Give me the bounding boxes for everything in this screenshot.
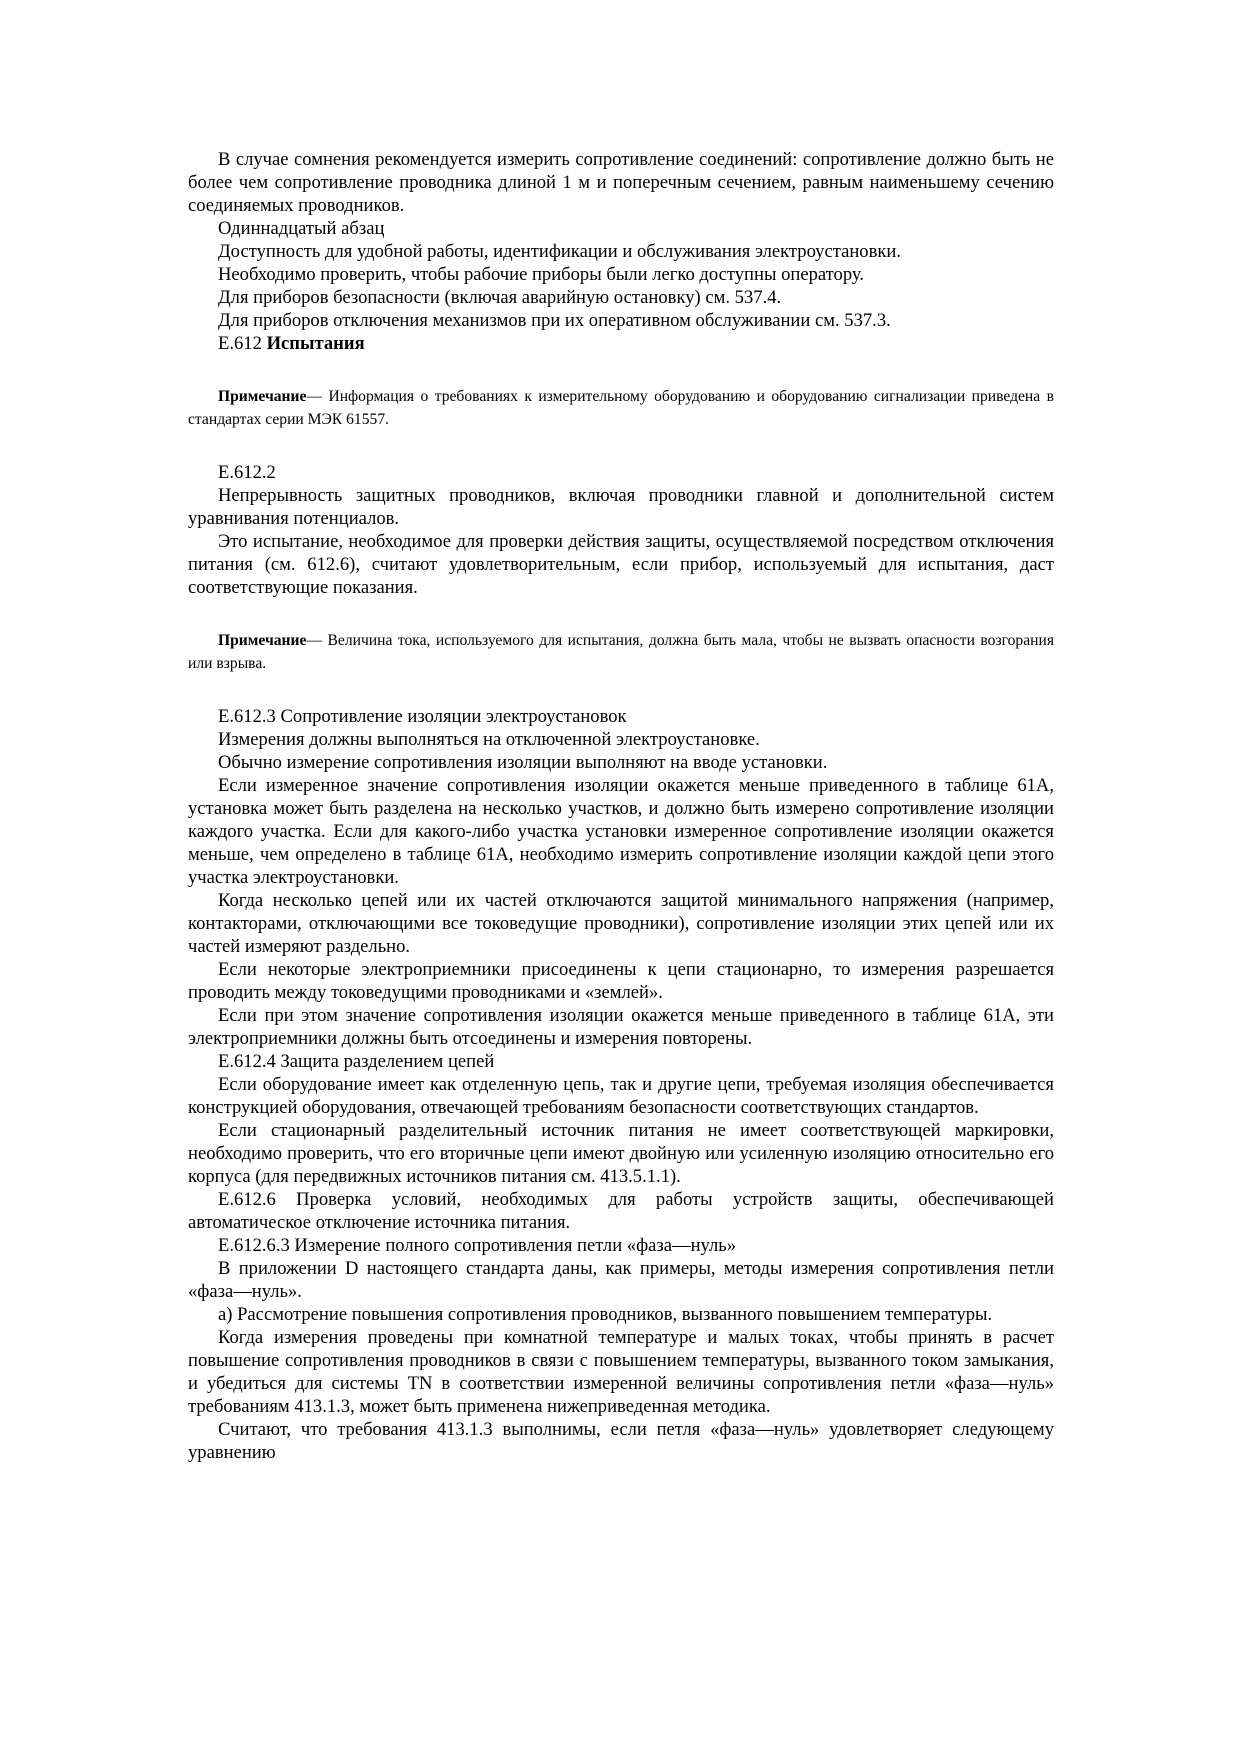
paragraph: Е.612.3 Сопротивление изоляции электроустановок — [218, 706, 627, 727]
document-page — [188, 148, 1054, 1464]
paragraph: а) Рассмотрение повышения сопротивления проводников, вызванного повышением температуры. — [218, 1304, 993, 1325]
paragraph: Если измеренное значение сопротивления изоляции окажется меньше приведенного в таблице 61А, установка может быть разделена на несколько участков, и должно быть измерено сопротивление изоляции каждого участка. Если для какого-либо участка установки измеренное сопротивление изоляции окажется меньше, чем определено в таблице 61А, необходимо измерить сопротивление изоляции каждой цепи этого участка электроустановки. — [188, 775, 1054, 888]
paragraph: Когда несколько цепей или их частей отключаются защитой минимального напряжения (например, контакторами, отключающими все токоведущие проводники), сопротивление изоляции этих цепей или их частей измеряют раздельно. — [188, 890, 1054, 957]
section-heading — [188, 332, 1054, 355]
paragraph: Если стационарный разделительный источник питания не имеет соответствующей маркировки, необходимо проверить, что его вторичные цепи имеют двойную или усиленную изоляцию относительно его корпуса (для передвижных источников питания см. 413.5.1.1). — [188, 1120, 1054, 1187]
paragraph: Е.612.2 — [218, 462, 276, 483]
paragraph: Если некоторые электроприемники присоединены к цепи стационарно, то измерения разрешается проводить между токоведущими проводниками и «землей». — [188, 959, 1054, 1003]
section-number: Е.612 — [218, 333, 262, 354]
note — [188, 629, 1054, 675]
paragraph: Когда измерения проведены при комнатной температуре и малых токах, чтобы принять в расчет повышение сопротивления проводников в связи с повышением температуры, вызванного током замыкания, и убедиться для системы TN в соответствии измеренной величины сопротивления петли «фаза—нуль» требованиям 413.1.3, может быть применена нижеприведенная методика. — [188, 1327, 1054, 1417]
paragraph: Измерения должны выполняться на отключенной электроустановке. — [218, 729, 760, 750]
note — [188, 385, 1054, 431]
paragraph: В приложении D настоящего стандарта даны, как примеры, методы измерения сопротивления петли «фаза—нуль». — [188, 1258, 1054, 1302]
paragraph: Одиннадцатый абзац — [218, 218, 385, 239]
paragraph: Необходимо проверить, чтобы рабочие приборы были легко доступны оператору. — [218, 264, 864, 285]
paragraph: Е.612.6.3 Измерение полного сопротивления петли «фаза—нуль» — [218, 1235, 737, 1256]
paragraph: Доступность для удобной работы, идентификации и обслуживания электроустановки. — [218, 241, 901, 262]
paragraph: Для приборов безопасности (включая аварийную остановку) см. 537.4. — [218, 287, 782, 308]
paragraph: Если оборудование имеет как отделенную цепь, так и другие цепи, требуемая изоляция обеспечивается конструкцией оборудования, отвечающей требованиям безопасности соответствующих стандартов. — [188, 1074, 1054, 1118]
paragraph: Это испытание, необходимое для проверки действия защиты, осуществляемой посредством отключения питания (см. 612.6), считают удовлетворительным, если прибор, используемый для испытания, даст соответствующие показания. — [188, 531, 1054, 598]
paragraph: Е.612.4 Защита разделением цепей — [218, 1051, 495, 1072]
note-label: Примечание — [218, 388, 307, 405]
paragraph: Если при этом значение сопротивления изоляции окажется меньше приведенного в таблице 61А, эти электроприемники должны быть отсоединены и измерения повторены. — [188, 1005, 1054, 1049]
paragraph: Непрерывность защитных проводников, включая проводники главной и дополнительной систем уравнивания потенциалов. — [188, 485, 1054, 529]
paragraph: В случае сомнения рекомендуется измерить сопротивление соединений: сопротивление должно быть не более чем сопротивление проводника длиной 1 м и поперечным сечением, равным наименьшему сечению соединяемых проводников. — [188, 149, 1054, 216]
paragraph: Обычно измерение сопротивления изоляции выполняют на вводе установки. — [218, 752, 828, 773]
paragraph: Для приборов отключения механизмов при их оперативном обслуживании см. 537.3. — [218, 310, 891, 331]
note-label: Примечание — [218, 632, 307, 649]
section-title: Испытания — [266, 333, 365, 354]
note-text: — Информация о требованиях к измерительному оборудованию и оборудованию сигнализации приведена в стандартах серии МЭК 61557. — [188, 388, 1054, 428]
paragraph: Е.612.6 Проверка условий, необходимых для работы устройств защиты, обеспечивающей автоматическое отключение источника питания. — [188, 1189, 1054, 1233]
note-text: — Величина тока, используемого для испытания, должна быть мала, чтобы не вызвать опасности возгорания или взрыва. — [188, 632, 1054, 672]
paragraph: Считают, что требования 413.1.3 выполнимы, если петля «фаза—нуль» удовлетворяет следующему уравнению — [188, 1419, 1054, 1463]
